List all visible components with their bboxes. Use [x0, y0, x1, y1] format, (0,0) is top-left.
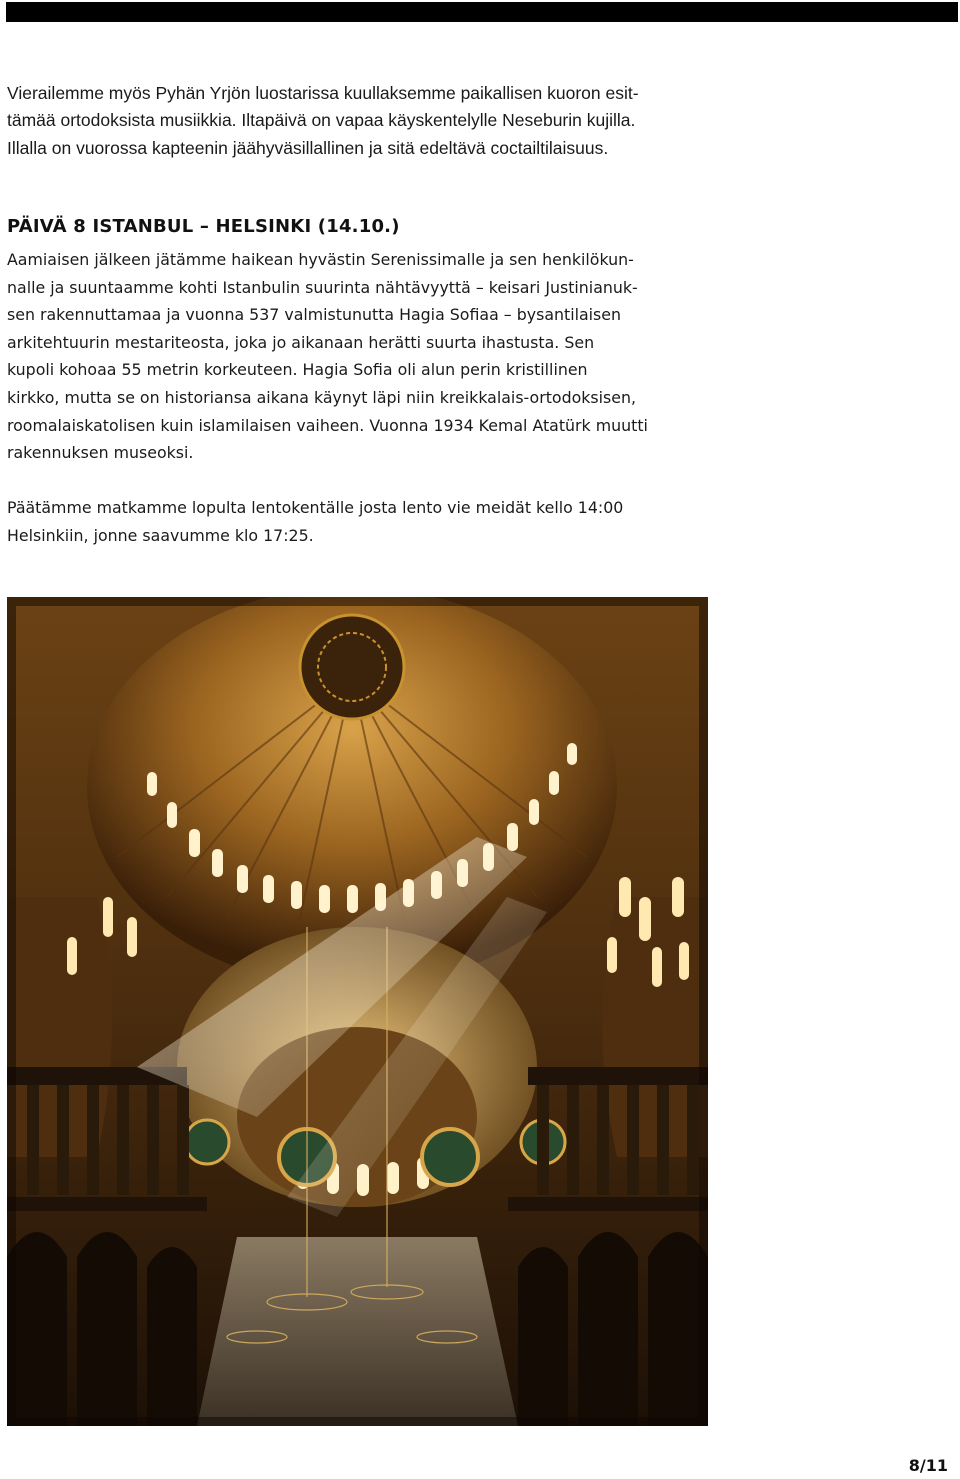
text-line: Vierailemme myös Pyhän Yrjön luostarissa kuullaksemme paikallisen kuoron esit- [7, 83, 639, 103]
text-line: kirkko, mutta se on historiansa aikana käynyt läpi niin kreikkalais-ortodoksisen, [7, 387, 637, 407]
day-8-paragraph [7, 246, 727, 467]
text-line: tämää ortodoksista musiikkia. Iltapäivä on vapaa käyskentelylle Neseburin kujilla. [7, 110, 636, 131]
text-line: sen rakennuttamaa ja vuonna 537 valmistunutta Hagia Sofiaa – bysantilaisen [7, 305, 622, 325]
day-8-heading: PÄIVÄ 8 ISTANBUL – HELSINKI (14.10.) [7, 216, 400, 237]
text-line: nalle ja suuntaamme kohti Istanbulin suurinta nähtävyyttä – keisari Justinianuk- [7, 277, 638, 297]
text-line: Helsinkiin, jonne saavumme klo 17:25. [7, 525, 314, 545]
page-number: 8/11 [908, 1456, 948, 1475]
text-line: kupoli kohoaa 55 metrin korkeuteen. Hagia Sofia oli alun perin kristillinen [7, 360, 588, 380]
photo-illustration [7, 597, 708, 1426]
text-line: arkitehtuurin mestariteosta, joka jo aikanaan herätti suurta ihastusta. Sen [7, 332, 595, 352]
closing-paragraph [7, 494, 727, 549]
intro-paragraph [7, 80, 747, 162]
text-line: rakennuksen museoksi. [7, 443, 194, 463]
text-line: roomalaiskatolisen kuin islamilaisen vaiheen. Vuonna 1934 Kemal Atatürk muutti [7, 415, 648, 435]
text-line: Päätämme matkamme lopulta lentokentälle josta lento vie meidät kello 14:00 [7, 498, 624, 517]
top-bar [6, 2, 958, 22]
text-line: Illalla on vuorossa kapteenin jäähyväsillallinen ja sitä edeltävä coctailtilaisuus. [7, 137, 609, 158]
text-line: Aamiaisen jälkeen jätämme haikean hyvästin Serenissimalle ja sen henkilökun- [7, 250, 634, 269]
hagia-sophia-interior-photo [7, 597, 708, 1426]
